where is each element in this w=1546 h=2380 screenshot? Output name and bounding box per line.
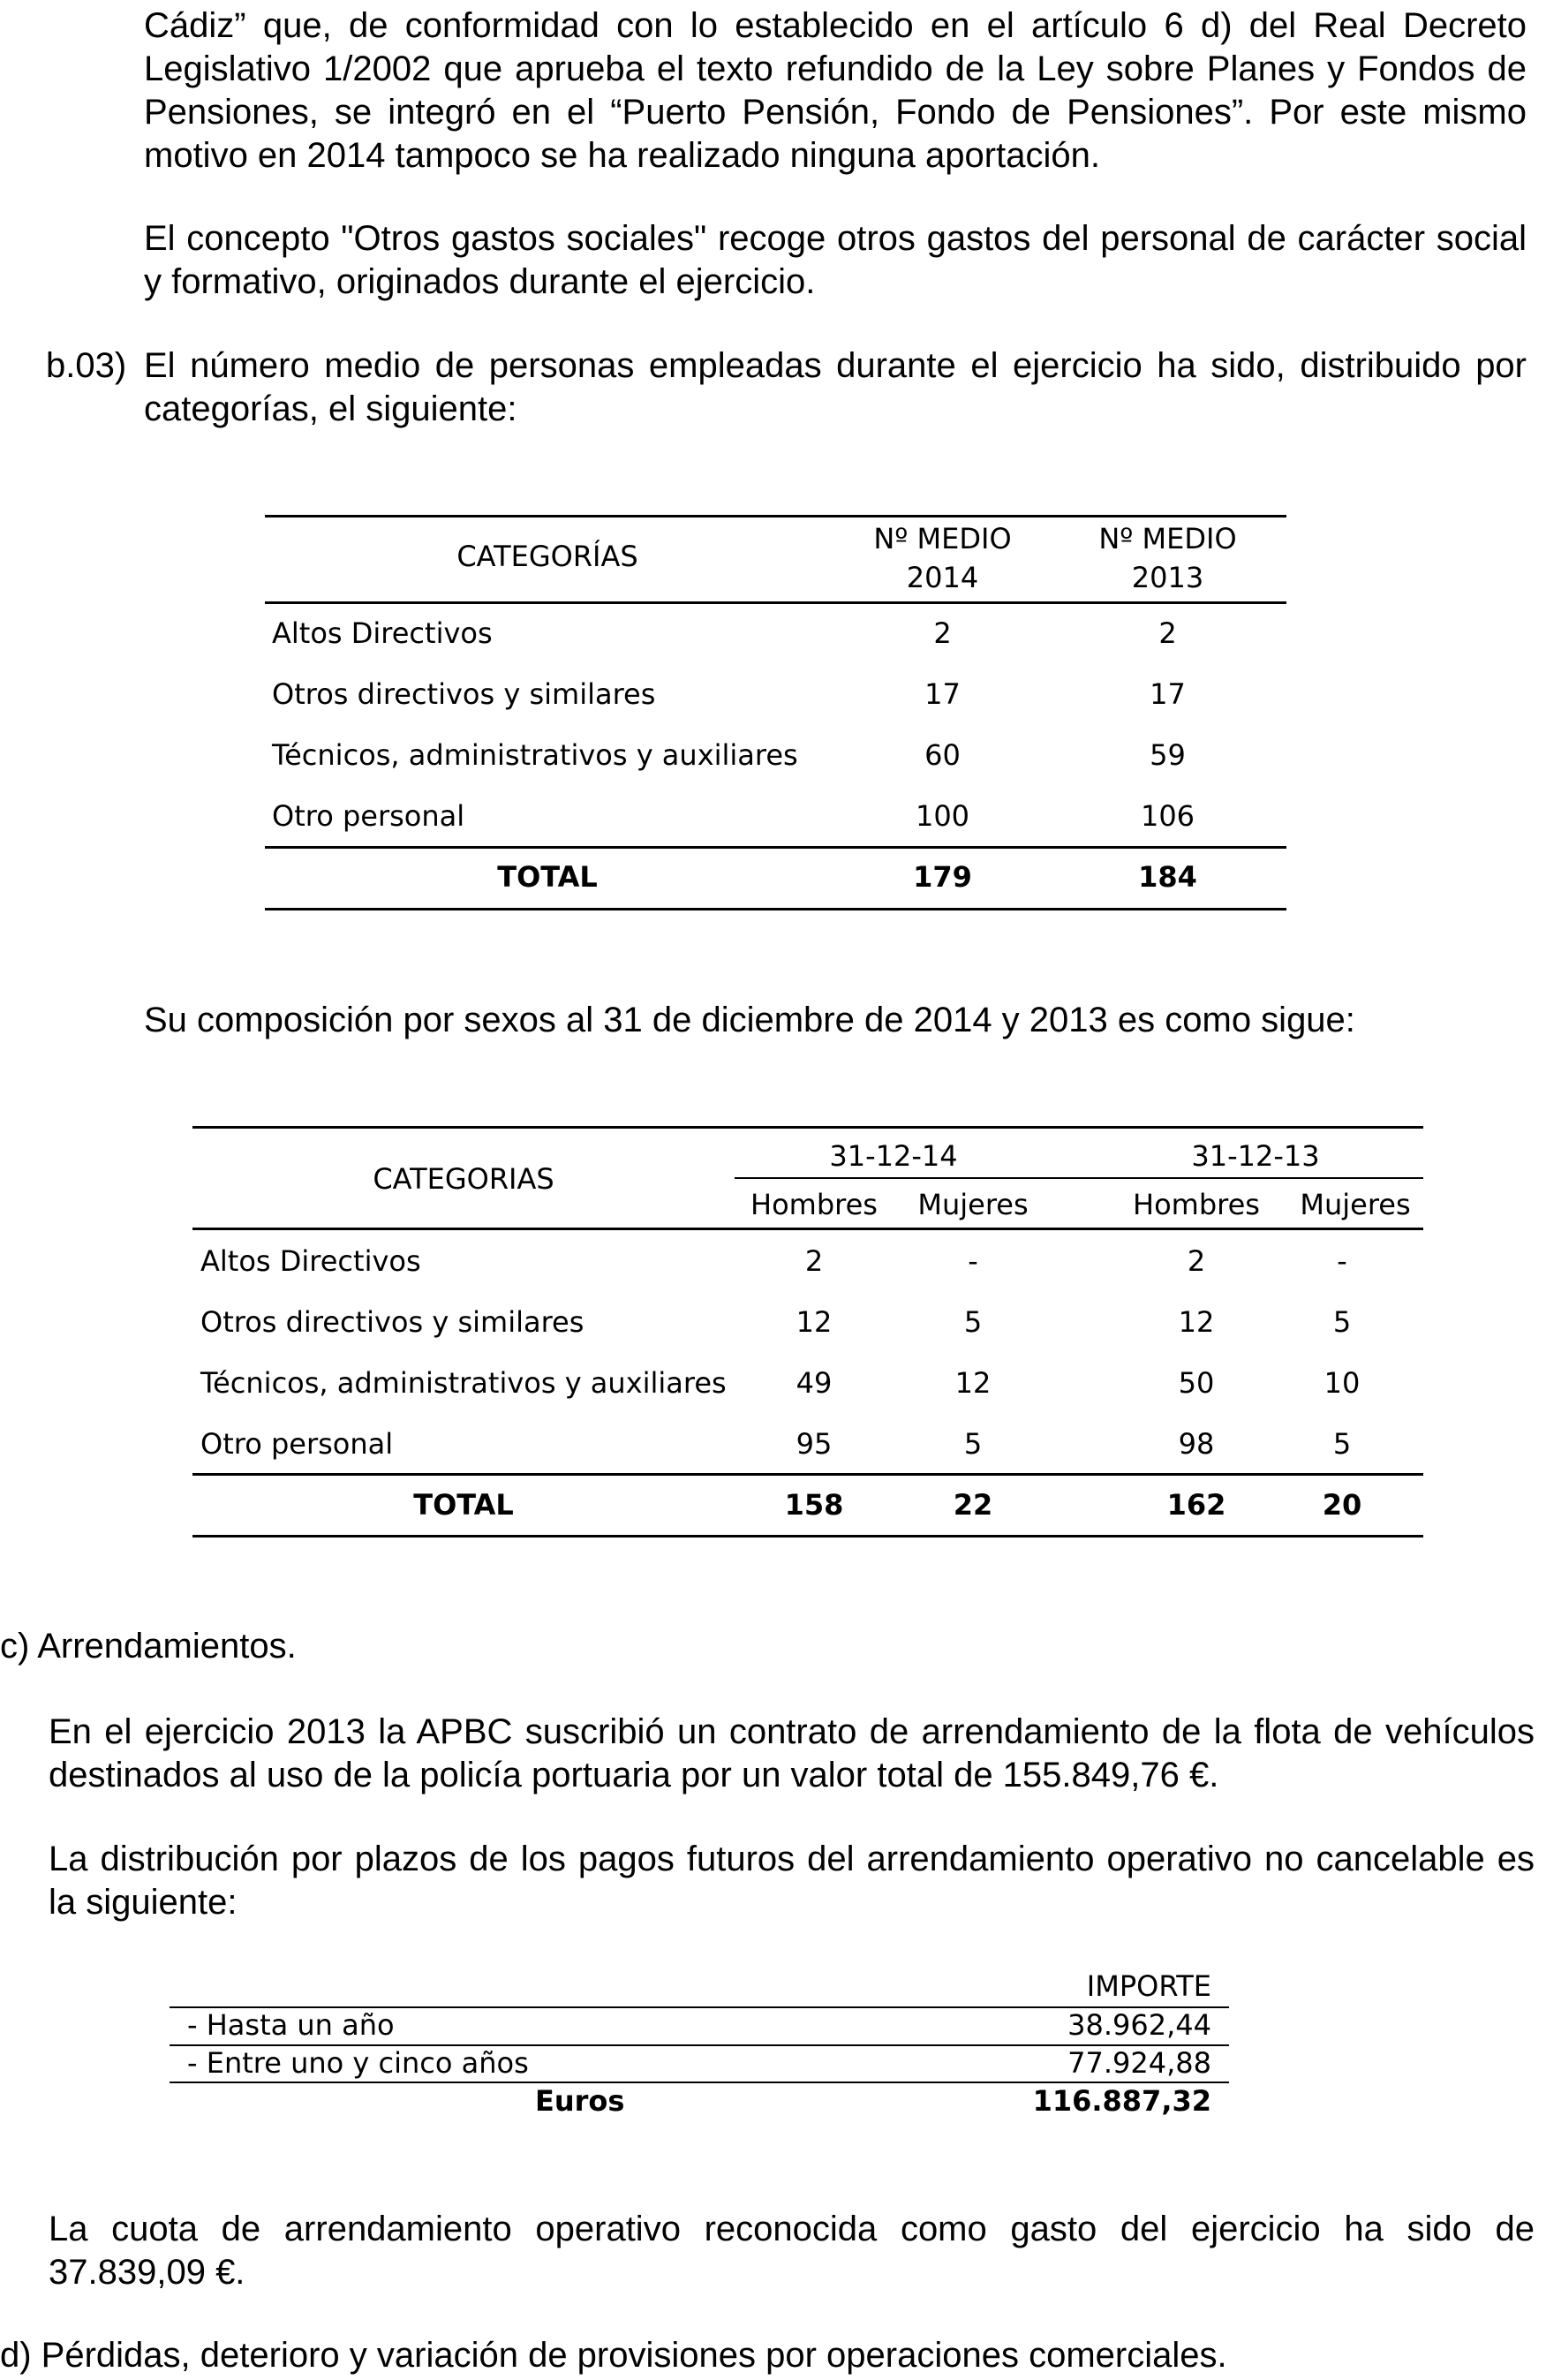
table-row-label: Otros directivos y similares bbox=[200, 1305, 584, 1339]
column-header-date-2014: 31-12-14 bbox=[829, 1139, 958, 1173]
table-cell: - bbox=[1337, 1244, 1347, 1278]
paragraph-numero-medio: El número medio de personas empleadas durante el ejercicio ha sido, distribuido por categorías, el siguiente: bbox=[144, 346, 1527, 428]
section-heading-perdidas: d) Pérdidas, deterioro y variación de provisiones por operaciones comerciales. bbox=[0, 2336, 1227, 2375]
table-rule bbox=[265, 846, 1286, 849]
total-cell: 179 bbox=[913, 860, 972, 894]
total-cell: 22 bbox=[953, 1488, 993, 1522]
column-header-categorias: CATEGORÍAS bbox=[456, 540, 638, 573]
column-header-hombres: Hombres bbox=[750, 1188, 878, 1221]
table-cell: 100 bbox=[915, 799, 970, 833]
total-cell: 158 bbox=[784, 1488, 844, 1522]
table-row-label: - Entre uno y cinco años bbox=[187, 2046, 529, 2080]
table-cell: 12 bbox=[1178, 1305, 1215, 1339]
paragraph-otros-gastos: El concepto "Otros gastos sociales" recoge otros gastos del personal de carácter social y formativo, originados durante el ejercicio. bbox=[144, 219, 1527, 301]
table-rule bbox=[192, 1228, 1423, 1230]
column-header-2014-line1: Nº MEDIO bbox=[873, 522, 1012, 555]
table-cell: 38.962,44 bbox=[1067, 2008, 1211, 2042]
section-heading-arrendamientos: c) Arrendamientos. bbox=[0, 1627, 297, 1666]
table-cell: 60 bbox=[924, 738, 961, 772]
paragraph-contrato-arrendamiento: En el ejercicio 2013 la APBC suscribió un contrato de arrendamiento de la flota de vehículos destinados al uso de la policía portuaria por un valor total de 155.849,76 €. bbox=[49, 1712, 1535, 1794]
table-rule bbox=[192, 1473, 1423, 1476]
table-cell: 5 bbox=[963, 1305, 983, 1339]
table-cell: 10 bbox=[1324, 1366, 1361, 1400]
table-cell: 2 bbox=[933, 616, 952, 650]
table-row-label: Altos Directivos bbox=[200, 1244, 421, 1278]
table-row-label: Altos Directivos bbox=[272, 616, 493, 650]
column-header-importe: IMPORTE bbox=[1086, 1969, 1211, 2003]
column-header-2013-line1: Nº MEDIO bbox=[1098, 522, 1237, 555]
column-header-date-2013: 31-12-13 bbox=[1191, 1139, 1320, 1173]
paragraph-cuota-arrendamiento: La cuota de arrendamiento operativo reconocida como gasto del ejercicio ha sido de 37.839,09 €. bbox=[49, 2210, 1535, 2292]
table-row-label: Técnicos, administrativos y auxiliares bbox=[200, 1366, 727, 1400]
paragraph-composicion-sexos: Su composición por sexos al 31 de diciembre de 2014 y 2013 es como sigue: bbox=[144, 1001, 1355, 1039]
column-header-2014-line2: 2014 bbox=[906, 561, 979, 594]
table-cell: 5 bbox=[1332, 1305, 1352, 1339]
table-cell: 77.924,88 bbox=[1067, 2046, 1211, 2080]
table-cell: 12 bbox=[796, 1305, 833, 1339]
total-label: TOTAL bbox=[413, 1488, 514, 1522]
table-rule bbox=[192, 1126, 1423, 1129]
paragraph-distribucion-plazos: La distribución por plazos de los pagos futuros del arrendamiento operativo no cancelable es la siguiente: bbox=[49, 1840, 1535, 1922]
table-cell: - bbox=[968, 1244, 978, 1278]
table-row-label: Técnicos, administrativos y auxiliares bbox=[272, 738, 798, 772]
table-cell: 106 bbox=[1140, 799, 1195, 833]
table-row-label: - Hasta un año bbox=[187, 2008, 395, 2042]
column-header-mujeres: Mujeres bbox=[917, 1188, 1029, 1221]
table-row-label: Otro personal bbox=[200, 1427, 394, 1461]
total-label: Euros bbox=[535, 2084, 625, 2118]
total-cell: 162 bbox=[1166, 1488, 1226, 1522]
table-cell: 95 bbox=[796, 1427, 833, 1461]
table-rule bbox=[265, 908, 1286, 910]
table-cell: 2 bbox=[1158, 616, 1177, 650]
total-label: TOTAL bbox=[497, 860, 598, 894]
table-cell: 5 bbox=[1332, 1427, 1352, 1461]
table-cell: 49 bbox=[796, 1366, 833, 1400]
table-rule bbox=[265, 601, 1286, 604]
table-row-label: Otros directivos y similares bbox=[272, 677, 656, 711]
total-cell: 116.887,32 bbox=[1032, 2084, 1211, 2118]
total-cell: 20 bbox=[1322, 1488, 1362, 1522]
paragraph-pension-fund: Cádiz” que, de conformidad con lo establecido en el artículo 6 d) del Real Decreto Legislativo 1/2002 que aprueba el texto refundido de la Ley sobre Planes y Fondos de Pensiones, se integró en el “Puerto Pensión, Fondo de Pensiones”. Por este mismo motivo en 2014 tampoco se ha realizado ninguna aportación. bbox=[144, 6, 1527, 175]
table-cell: 17 bbox=[1150, 677, 1186, 711]
total-cell: 184 bbox=[1138, 860, 1197, 894]
table-rule bbox=[735, 1177, 1423, 1179]
table-cell: 5 bbox=[963, 1427, 983, 1461]
table-rule bbox=[192, 1535, 1423, 1538]
table-rule bbox=[265, 515, 1286, 518]
section-label-b03: b.03) bbox=[46, 346, 127, 385]
table-cell: 17 bbox=[924, 677, 961, 711]
table-rule bbox=[170, 2082, 1229, 2083]
table-cell: 12 bbox=[954, 1366, 992, 1400]
table-cell: 2 bbox=[1187, 1244, 1206, 1278]
column-header-mujeres: Mujeres bbox=[1300, 1188, 1411, 1221]
table-cell: 50 bbox=[1178, 1366, 1215, 1400]
table-row-label: Otro personal bbox=[272, 799, 465, 833]
table-cell: 2 bbox=[804, 1244, 824, 1278]
column-header-2013-line2: 2013 bbox=[1131, 561, 1204, 594]
column-header-categorias: CATEGORIAS bbox=[373, 1162, 554, 1196]
column-header-hombres: Hombres bbox=[1133, 1188, 1260, 1221]
table-cell: 98 bbox=[1178, 1427, 1215, 1461]
table-cell: 59 bbox=[1150, 738, 1186, 772]
